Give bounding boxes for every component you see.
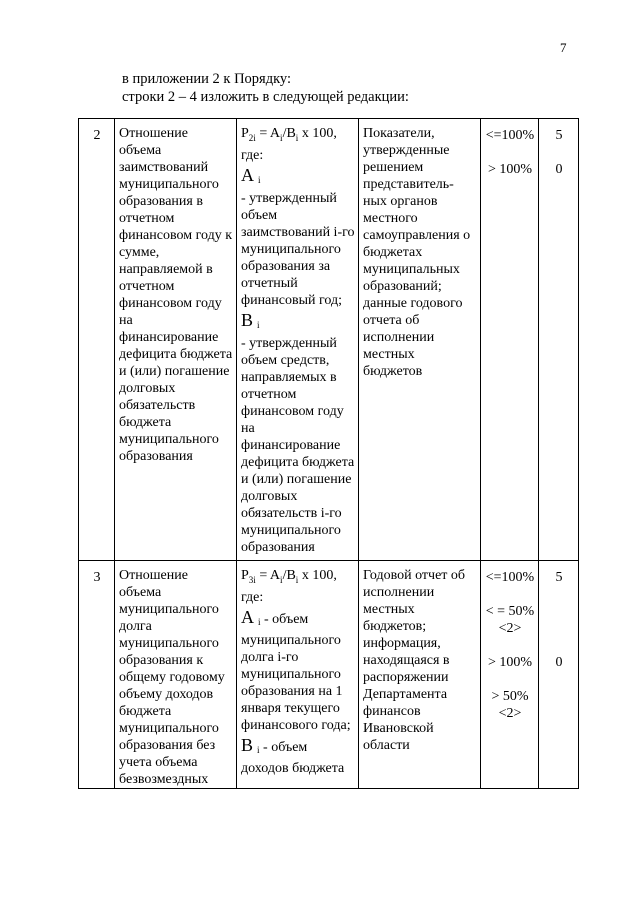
intro-line-2: строки 2 – 4 изложить в следующей редакции: [122, 89, 409, 105]
criteria-table [78, 118, 579, 789]
condition: > 50% <2> [491, 688, 529, 721]
variable-a-description: - объем муниципального долга i-го муниципального образования на 1 января текущего финансового года; [241, 611, 351, 733]
formula-line: $P_{3i} = A_i/B_i$ х 100, где: [241, 567, 337, 605]
intro-text [122, 70, 409, 106]
score: 5 [555, 569, 563, 585]
variable-b-description: - объем доходов бюджета [241, 739, 345, 776]
row-number: 2 [79, 119, 115, 561]
table-row [79, 560, 579, 788]
intro-line-1: в приложении 2 к Порядку: [122, 71, 292, 87]
scores-cell [539, 119, 579, 561]
scores-cell [539, 560, 579, 788]
variable-b: B $_i$ [241, 309, 260, 330]
variable-b: B $_i$ [241, 734, 260, 755]
condition: <=100% [485, 569, 535, 585]
formula-line: $P_{2i} = A_i/B_i$ х 100, где: [241, 126, 337, 163]
variable-a: A $_i$ [241, 164, 261, 185]
formula-cell [237, 560, 359, 788]
score: 5 [555, 128, 563, 143]
indicator-name: Отношение объема муниципального долга муниципального образования к общему годовому объему доходов бюджета муниципального образования без учета объема безвозмездных [115, 560, 237, 788]
condition: < = 50% <2> [485, 603, 535, 636]
condition: > 100% [487, 162, 533, 177]
condition: <=100% [485, 128, 535, 143]
indicator-name: Отношение объема заимствований муниципального образования в отчетном финансовом году к сумме, направляемой в отчетном финансовом году на финансирование дефицита бюджета и (или) погашение долговых обязательств бюджета муниципального образования [115, 119, 237, 561]
score: 0 [555, 162, 563, 177]
row-number: 3 [79, 560, 115, 788]
formula-cell [237, 119, 359, 561]
variable-a-description: - утвержденный объем заимствований i-го муниципального образования за отчетный финансовый год; [241, 190, 355, 308]
table-row [79, 119, 579, 561]
score: 0 [555, 654, 563, 670]
conditions-cell [481, 119, 539, 561]
variable-b-description: - утвержденный объем средств, направляемых в отчетном финансовом году на финансирование дефицита бюджета и (или) погашение долговых обязательств i-го муниципального образования [241, 335, 355, 555]
variable-a: A $_i$ [241, 606, 261, 627]
conditions-cell [481, 560, 539, 788]
data-source: Годовой отчет об исполнении местных бюджетов; информация, находящаяся в распоряжении Департамента финансов Ивановской области [359, 560, 481, 788]
page-number: 7 [560, 40, 567, 55]
condition: > 100% [487, 654, 533, 670]
data-source: Показатели, утвержденные решением представитель-ных органов местного самоуправления о бюджетах муниципальных образований; данные годового отчета об исполнении местных бюджетов [359, 119, 481, 561]
